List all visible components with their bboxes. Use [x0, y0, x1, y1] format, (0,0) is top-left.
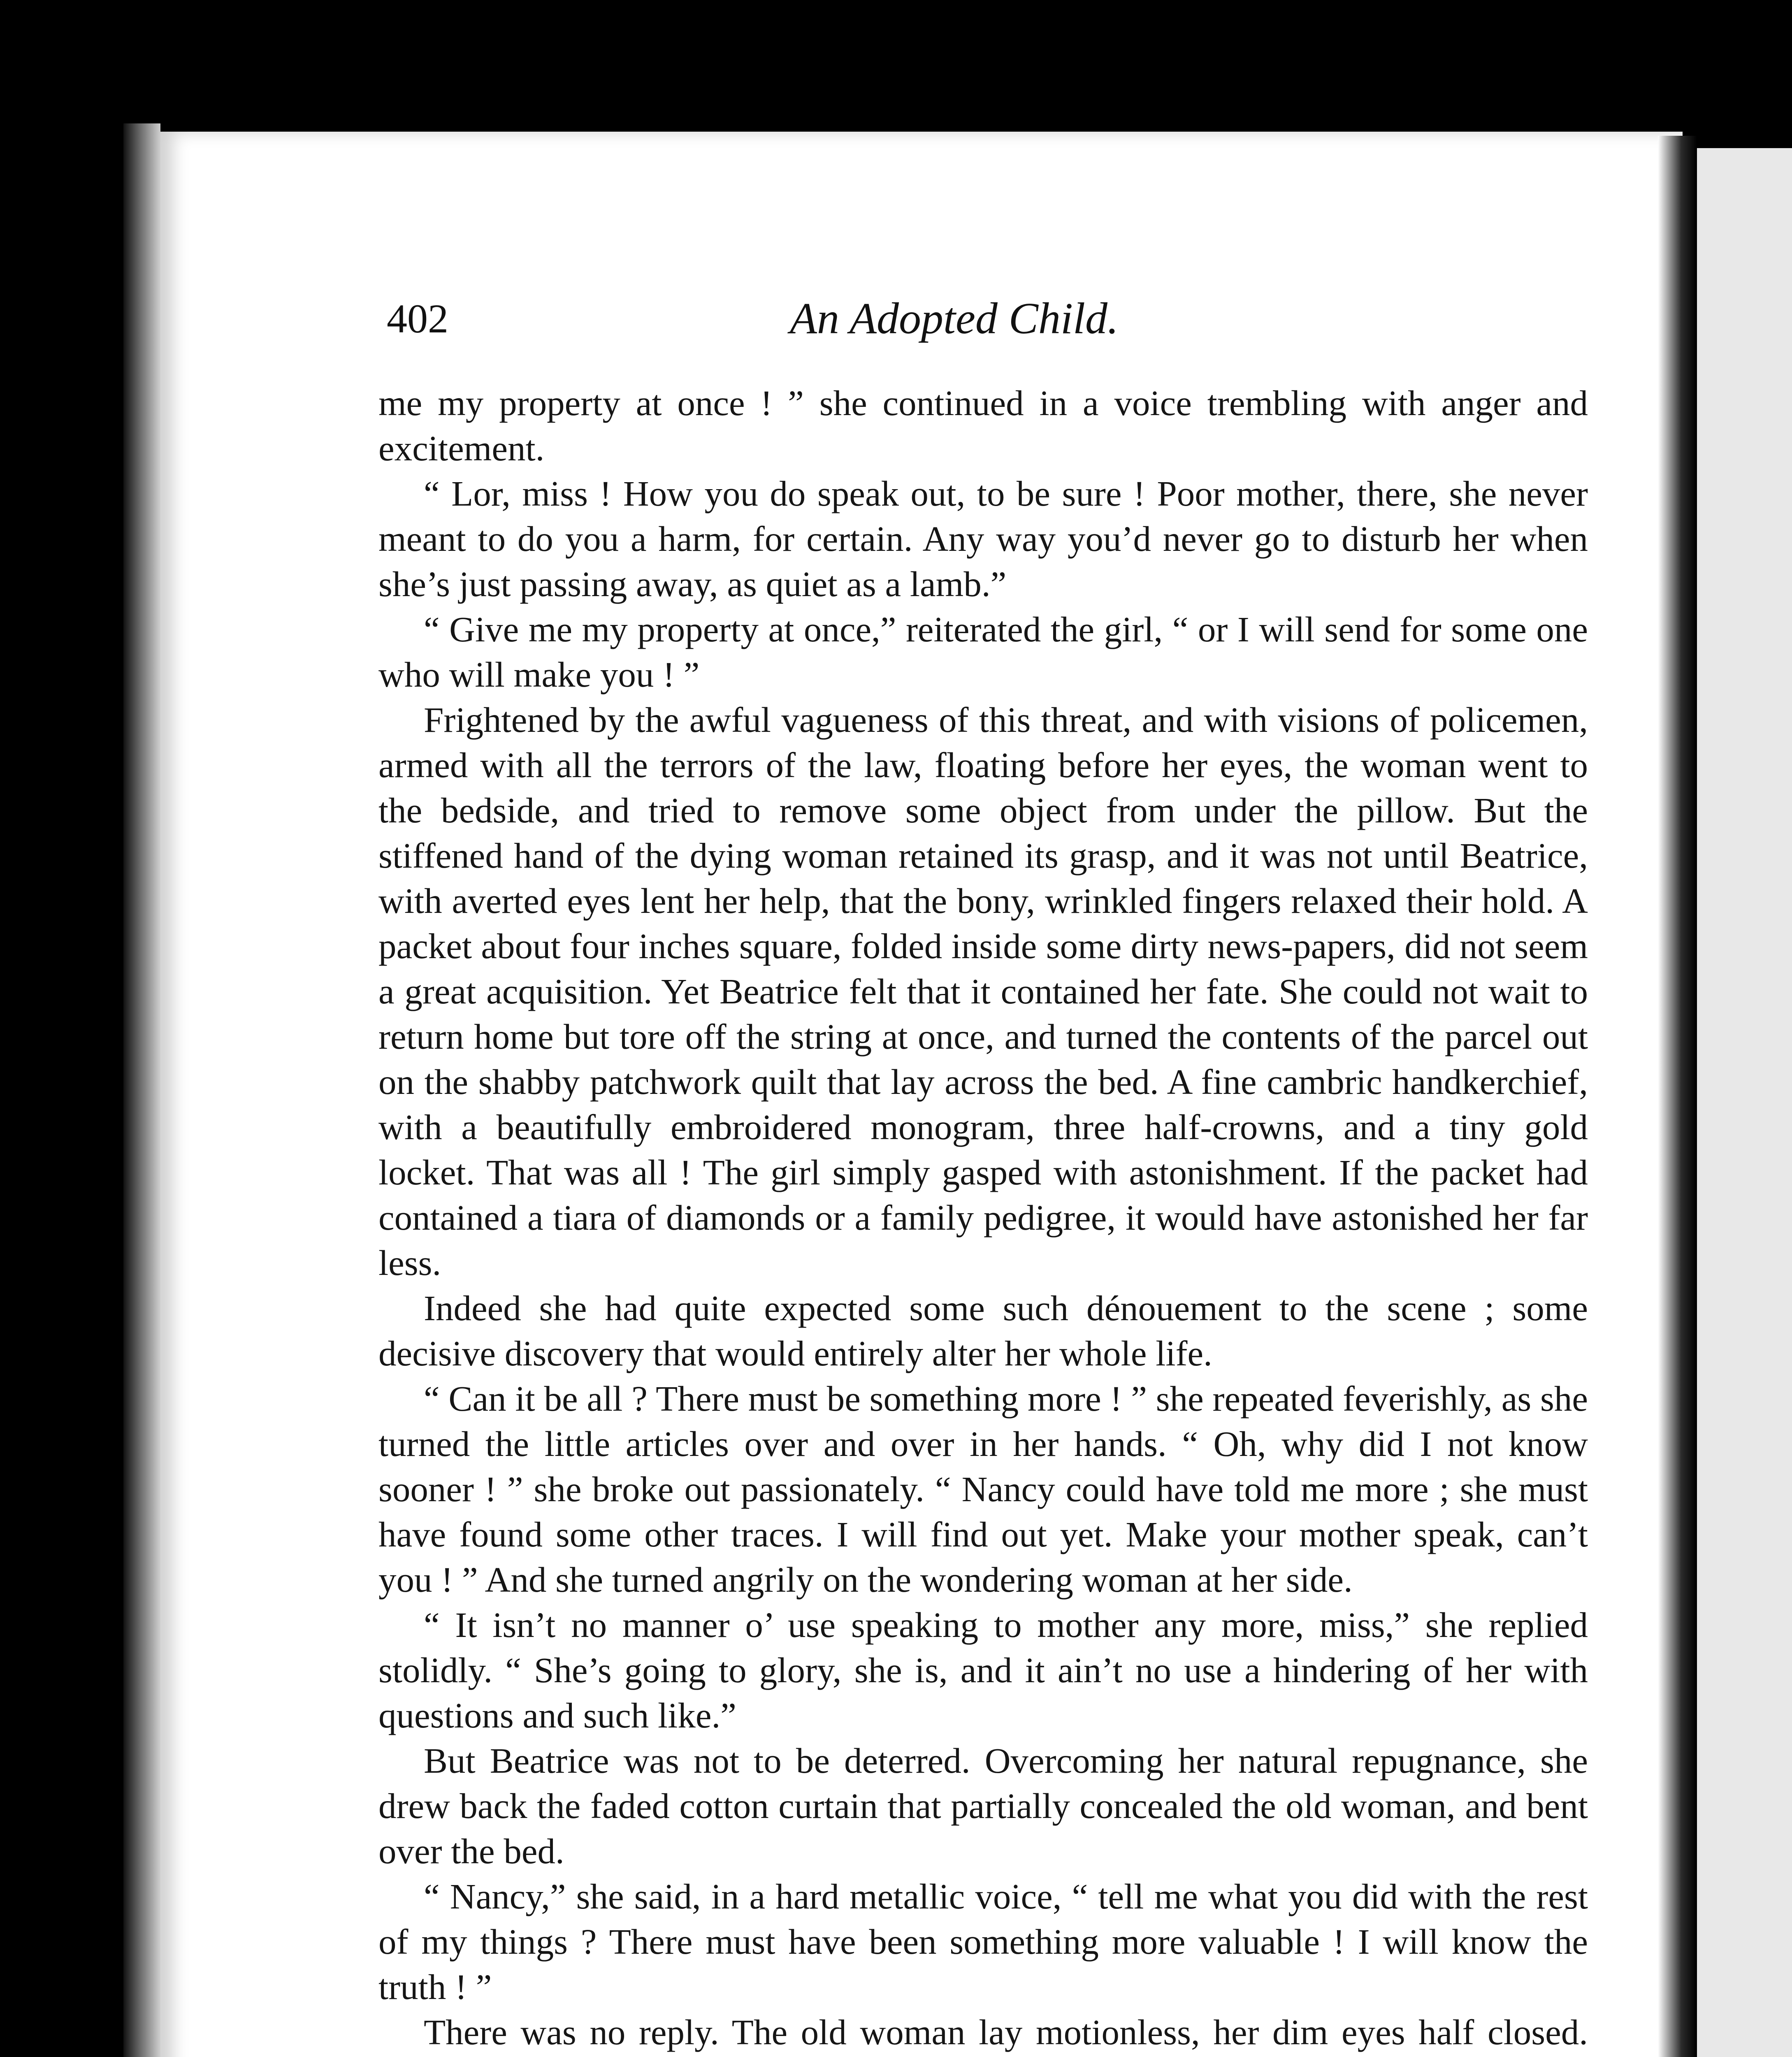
paragraph: “ Nancy,” she said, in a hard metallic voice, “ tell me what you did with the rest of my things ? There must have been something more valuable ! I will know the truth ! ” — [378, 1876, 1588, 2007]
page-fold-shadow — [1658, 136, 1697, 2057]
paragraph: “ It isn’t no manner o’ use speaking to mother any more, miss,” she replied stolidly. “ She’s going to glory, she is, and it ain’t no use a hindering of her with questions and such like.” — [378, 1605, 1588, 1735]
running-head-title: An Adopted Child. — [790, 294, 1119, 343]
paragraph: “ Give me my property at once,” reiterated the girl, “ or I will send for some one who will make you ! ” — [378, 609, 1588, 694]
page-number: 402 — [387, 296, 448, 341]
body-text — [378, 381, 1588, 2057]
page-gutter-shadow — [123, 123, 160, 2057]
paragraph-continuation: me my property at once ! ” she continued in a voice trembling with anger and excitement. — [378, 383, 1588, 468]
paragraph: There was no reply. The old woman lay motionless, her dim eyes half closed. — [424, 2012, 1588, 2052]
paragraph: “ Lor, miss ! How you do speak out, to be sure ! Poor mother, there, she never meant to do you a harm, for certain. Any way you’d never go to disturb her when she’s just passing away, as quiet as a lamb.” — [378, 474, 1588, 604]
paragraph: Indeed she had quite expected some such dénouement to the scene ; some decisive discovery that would entirely alter her whole life. — [378, 1288, 1588, 1373]
page-header — [387, 288, 1625, 350]
paragraph: But Beatrice was not to be deterred. Overcoming her natural repugnance, she drew back the faded cotton curtain that partially concealed the old woman, and bent over the bed. — [378, 1741, 1588, 1871]
paragraph: Frightened by the awful vagueness of this threat, and with visions of policemen, armed with all the terrors of the law, floating before her eyes, the woman went to the bedside, and tried to remove some object from under the pillow. But the stiffened hand of the dying woman retained its grasp, and it was not until Beatrice, with averted eyes lent her help, that the bony, wrinkled fingers relaxed their hold. A packet about four inches square, folded inside some dirty news-papers, did not seem a great acquisition. Yet Beatrice felt that it contained her fate. She could not wait to return home but tore off the string at once, and turned the contents of the parcel out on the shabby patchwork quilt that lay across the bed. A fine cambric handkerchief, with a beautifully embroidered monogram, three half-crowns, and a tiny gold locket. That was all ! The girl simply gasped with astonishment. If the packet had contained a tiara of diamonds or a family pedigree, it would have astonished her far less. — [378, 700, 1588, 1283]
paragraph: “ Can it be all ? There must be something more ! ” she repeated feverishly, as she turned the little articles over and over in her hands. “ Oh, why did I not know sooner ! ” she broke out passionately. “ Nancy could have told me more ; she must have found some other traces. I will find out yet. Make your mother speak, can’t you ! ” And she turned angrily on the wondering woman at her side. — [378, 1379, 1588, 1600]
adjacent-page-edge — [1691, 148, 1792, 2057]
